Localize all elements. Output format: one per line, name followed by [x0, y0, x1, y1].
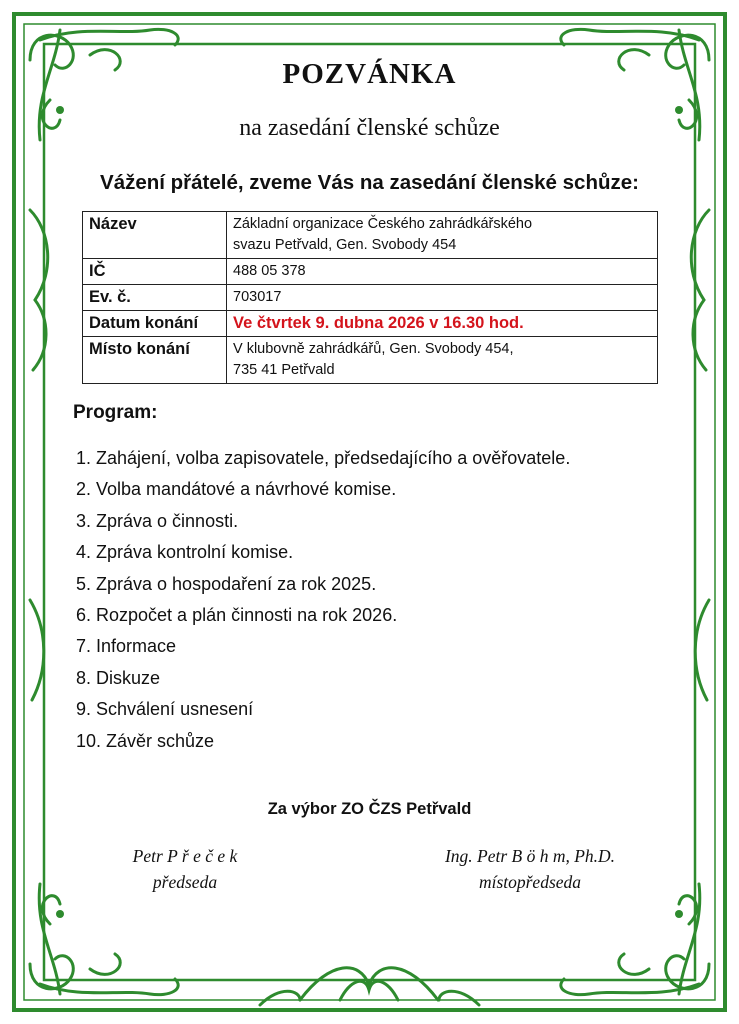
info-value — [227, 212, 658, 259]
info-table-row — [83, 337, 658, 384]
program-item: 9. Schválení usnesení — [76, 699, 254, 720]
signature-role: místopředseda — [478, 872, 582, 892]
committee-line: Za výbor ZO ČZS Petřvald — [267, 800, 472, 818]
info-value — [227, 337, 658, 384]
signature-name: Ing. Petr B ö h m, Ph.D. — [444, 846, 616, 866]
program-list — [76, 444, 570, 758]
page-subtitle: na zasedání členské schůze — [239, 115, 500, 141]
info-label: Název — [83, 212, 227, 259]
info-value-line: 488 05 378 — [233, 263, 306, 279]
info-value-line: 735 41 Petřvald — [233, 362, 335, 378]
info-value-line: Základní organizace Českého zahrádkářského — [233, 216, 533, 232]
info-table-row — [83, 311, 658, 337]
program-item: 4. Zpráva kontrolní komise. — [76, 542, 294, 563]
info-value — [227, 311, 658, 337]
program-item: 8. Diskuze — [76, 667, 161, 688]
info-label: Ev. č. — [83, 285, 227, 311]
info-label: Datum konání — [83, 311, 227, 337]
signature-name: Petr P ř e č e k — [132, 846, 238, 866]
program-item: 7. Informace — [76, 636, 177, 657]
info-value-line: Ve čtvrtek 9. dubna 2026 v 16.30 hod. — [233, 314, 524, 332]
info-table-row — [83, 259, 658, 285]
program-item: 5. Zpráva o hospodaření za rok 2025. — [76, 573, 377, 594]
info-table-row — [83, 212, 658, 259]
info-value-line: svazu Petřvald, Gen. Svobody 454 — [233, 237, 457, 253]
program-heading: Program: — [73, 402, 158, 423]
info-label: Místo konání — [83, 337, 227, 384]
info-value — [227, 285, 658, 311]
program-item: 10. Závěr schůze — [76, 730, 215, 751]
info-table — [82, 211, 658, 384]
info-value — [227, 259, 658, 285]
signature-vice-chairman — [410, 843, 650, 895]
info-value-line: V klubovně zahrádkářů, Gen. Svobody 454, — [233, 341, 514, 357]
info-value-line: 703017 — [233, 289, 282, 305]
info-label: IČ — [83, 259, 227, 285]
page-title: POZVÁNKA — [282, 58, 457, 90]
program-item: 1. Zahájení, volba zapisovatele, předsedajícího a ověřovatele. — [76, 448, 571, 468]
greeting-text: Vážení přátelé, zveme Vás na zasedání členské schůze: — [100, 171, 639, 194]
program-item: 3. Zpráva o činnosti. — [76, 510, 239, 531]
signature-chairman — [100, 843, 270, 895]
program-item: 2. Volba mandátové a návrhové komise. — [76, 479, 397, 500]
info-table-row — [83, 285, 658, 311]
signature-role: předseda — [152, 872, 218, 892]
program-item: 6. Rozpočet a plán činnosti na rok 2026. — [76, 604, 398, 625]
